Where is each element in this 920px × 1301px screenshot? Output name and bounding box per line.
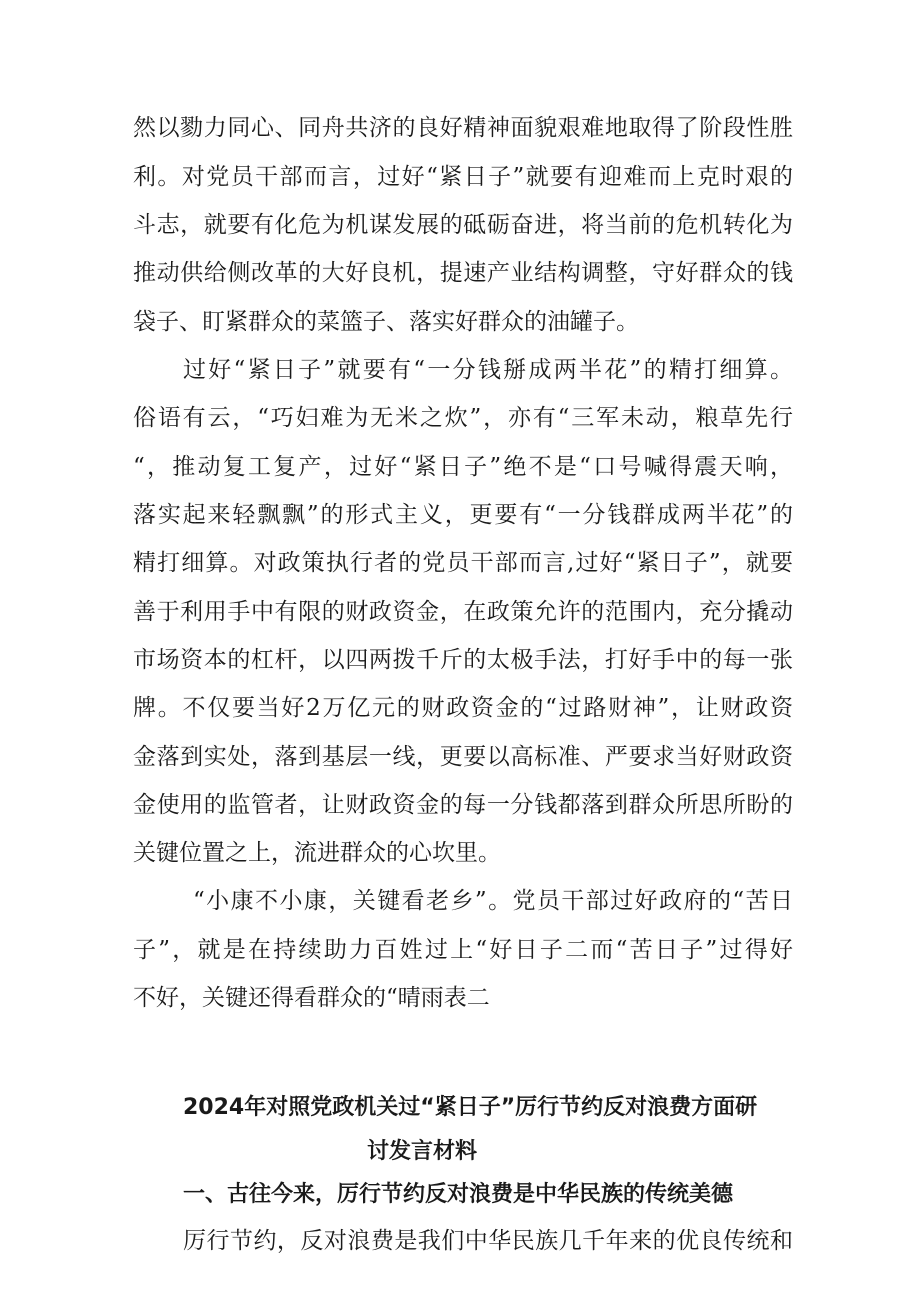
body-text-line: “，推动复工复产，过好“紧日子”绝不是“口号喊得震天响， <box>133 454 793 480</box>
body-text-line: 子”，就是在持续助力百姓过上“好日子二而“苦日子”过得好 <box>133 937 793 963</box>
body-text-line: 过好“紧日子”就要有“一分钱掰成两半花”的精打细算。 <box>183 357 793 383</box>
body-text-line: “小康不小康，关键看老乡”。党员干部过好政府的“苦日 <box>193 888 793 914</box>
body-text-line: 精打细算。对政策执行者的党员干部而言,过好“紧日子”，就要 <box>133 550 793 576</box>
body-text-line: 厉行节约，反对浪费是我们中华民族几千年来的优良传统和 <box>183 1228 793 1254</box>
body-text-line: 关键位置之上，流进群众的心坎里。 <box>133 840 501 866</box>
body-text-line: 市场资本的杠杆，以四两拨千斤的太极手法，打好手中的每一张 <box>133 647 793 673</box>
body-text-line: 落实起来轻飘飘”的形式主义，更要有“一分钱群成两半花”的 <box>133 502 793 528</box>
body-text-line: 俗语有云，“巧妇难为无米之炊”，亦有“三军未动，粮草先行 <box>133 405 793 431</box>
body-text-line: 然以勠力同心、同舟共济的良好精神面貌艰难地取得了阶段性胜 <box>133 115 793 141</box>
body-text-line: 袋子、盯紧群众的菜篮子、落实好群众的油罐子。 <box>133 309 639 335</box>
body-text-line: 利。对党员干部而言，过好“紧日子”就要有迎难而上克时艰的 <box>133 164 793 190</box>
body-text-line: 推动供给侧改革的大好良机，提速产业结构调整，守好群众的钱 <box>133 260 793 286</box>
document-title-line-2: 讨发言材料 <box>367 1139 478 1164</box>
body-text-line: 金使用的监管者，让财政资金的每一分钱都落到群众所思所盼的 <box>133 792 793 818</box>
body-text-line: 斗志，就要有化危为机谋发展的砥砺奋进，将当前的危机转化为 <box>133 212 793 238</box>
body-text-line: 牌。不仅要当好2万亿元的财政资金的“过路财神”，让财政资 <box>133 695 793 721</box>
section-heading: 一、古往今来，厉行节约反对浪费是中华民族的传统美德 <box>183 1182 734 1207</box>
body-text-line: 不好，关键还得看群众的“晴雨表二 <box>133 985 490 1011</box>
body-text-line: 金落到实处，落到基层一线，更要以高标准、严要求当好财政资 <box>133 744 793 770</box>
document-title-line-1: 2024年对照党政机关过“紧日子”厉行节约反对浪费方面研 <box>183 1095 758 1120</box>
body-text-line: 善于利用手中有限的财政资金，在政策允许的范围内，充分撬动 <box>133 599 793 625</box>
